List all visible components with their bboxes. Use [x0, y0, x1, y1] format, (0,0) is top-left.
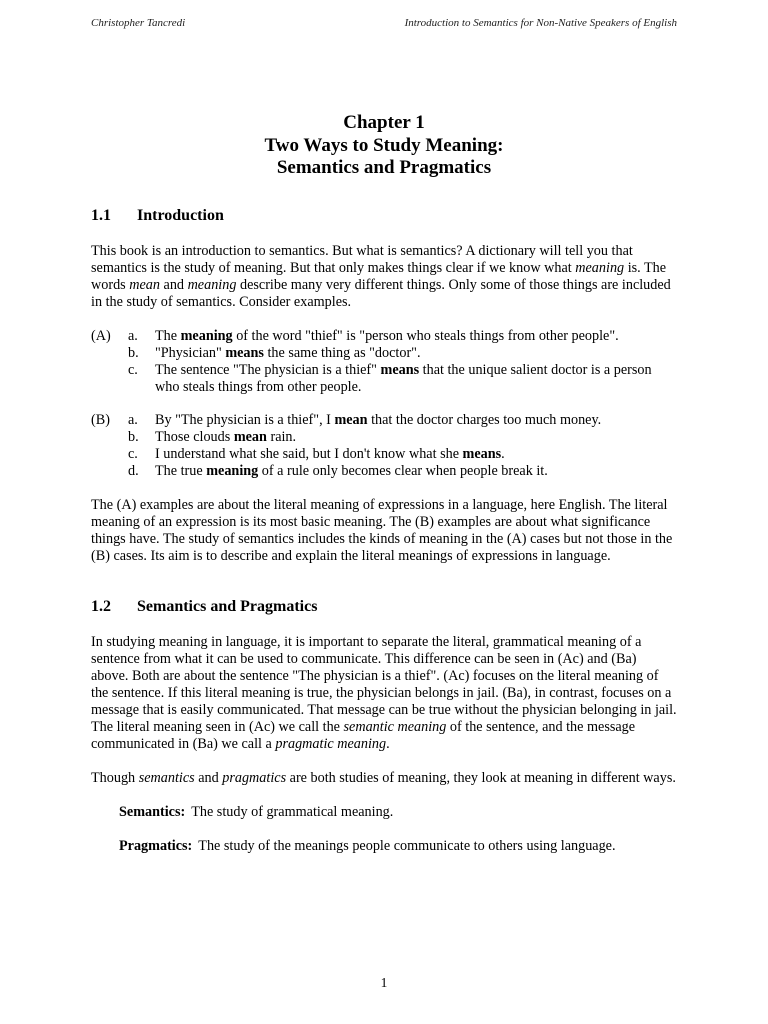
definition-term: Semantics: — [119, 803, 186, 820]
term-italic: mean — [129, 276, 160, 293]
definition-pragmatics — [91, 838, 677, 855]
example-item: b. "Physician" means the same thing as "doctor". — [128, 344, 421, 361]
term-italic: semantic meaning — [343, 718, 447, 735]
chapter-title-line2: Semantics and Pragmatics — [276, 157, 492, 178]
section-heading-introduction — [91, 206, 677, 226]
definition-term: Pragmatics: — [119, 837, 193, 854]
example-item: c. The sentence "The physician is a thief" means that the unique salient doctor is a person who steals things from other people. — [128, 361, 652, 395]
example-item: (A) a. The meaning of the word "thief" is "person who steals things from other people". — [91, 327, 619, 344]
intro-paragraph: This book is an introduction to semantics. But what is semantics? A dictionary will tell you that semantics is the study of meaning. But that only makes things clear if we know what meaning is. The words mean and meaning describe many very different things. Only some of those things are included in the study of semantics. Consider examples. — [91, 242, 671, 310]
term-italic: meaning — [575, 259, 625, 276]
example-item: d. The true meaning of a rule only becomes clear when people break it. — [128, 462, 548, 479]
semantics-pragmatics-paragraph: In studying meaning in language, it is important to separate the literal, grammatical meaning of a sentence from what it can be used to communicate. This difference can be seen in (Ac) and (Ba) above. Both are about the sentence "The physician is a thief". (Ac) focuses on the literal meaning of the sentence. If this literal meaning is true, the physician belongs in jail. (Ba), in contrast, focuses on a message that is easily communicated. That message can be true without the physician belonging in jail. The literal meaning seen in (Ac) we call the semantic meaning of the sentence, and the message communicated in (Ba) we call a pragmatic meaning. — [91, 633, 677, 752]
example-set-a — [91, 328, 677, 396]
example-item: b. Those clouds mean rain. — [128, 428, 297, 445]
example-item: (B) a. By "The physician is a thief", I mean that the doctor charges too much money. — [91, 411, 602, 428]
comparison-paragraph: Though semantics and pragmatics are both studies of meaning, they look at meaning in different ways. — [91, 769, 676, 786]
example-group-label: (B) — [91, 411, 110, 428]
running-header — [91, 17, 677, 29]
section-title: Semantics and Pragmatics — [137, 597, 318, 615]
page-number: 1 — [380, 975, 388, 990]
term-italic: pragmatics — [222, 769, 287, 786]
header-author: Christopher Tancredi — [91, 17, 186, 29]
example-group-label: (A) — [91, 327, 111, 344]
header-book-title: Introduction to Semantics for Non-Native Speakers of English — [404, 17, 677, 29]
chapter-title-line1: Two Ways to Study Meaning: — [264, 134, 504, 156]
definition-text: The study of the meanings people communicate to others using language. — [198, 837, 616, 854]
term-italic: pragmatic meaning — [275, 735, 387, 752]
chapter-number: Chapter 1 — [343, 112, 425, 133]
section-number: 1.1 — [91, 206, 111, 224]
chapter-heading — [91, 112, 677, 180]
definition-text: The study of grammatical meaning. — [191, 803, 394, 820]
example-set-b — [91, 412, 677, 480]
definition-semantics — [91, 804, 677, 821]
example-item: c. I understand what she said, but I don't know what she means. — [128, 445, 505, 462]
term-italic: meaning — [187, 276, 237, 293]
summary-paragraph: The (A) examples are about the literal meaning of expressions in a language, here English. The literal meaning of an expression is its most basic meaning. The (B) examples are about what significance things have. The study of semantics includes the kinds of meaning in the (A) cases but not those in the (B) cases. Its aim is to describe and explain the literal meanings of expressions in language. — [91, 496, 673, 564]
term-italic: semantics — [138, 769, 195, 786]
section-heading-semantics-pragmatics — [91, 597, 677, 617]
page-body — [91, 112, 677, 855]
section-title: Introduction — [137, 206, 224, 224]
section-number: 1.2 — [91, 597, 111, 615]
